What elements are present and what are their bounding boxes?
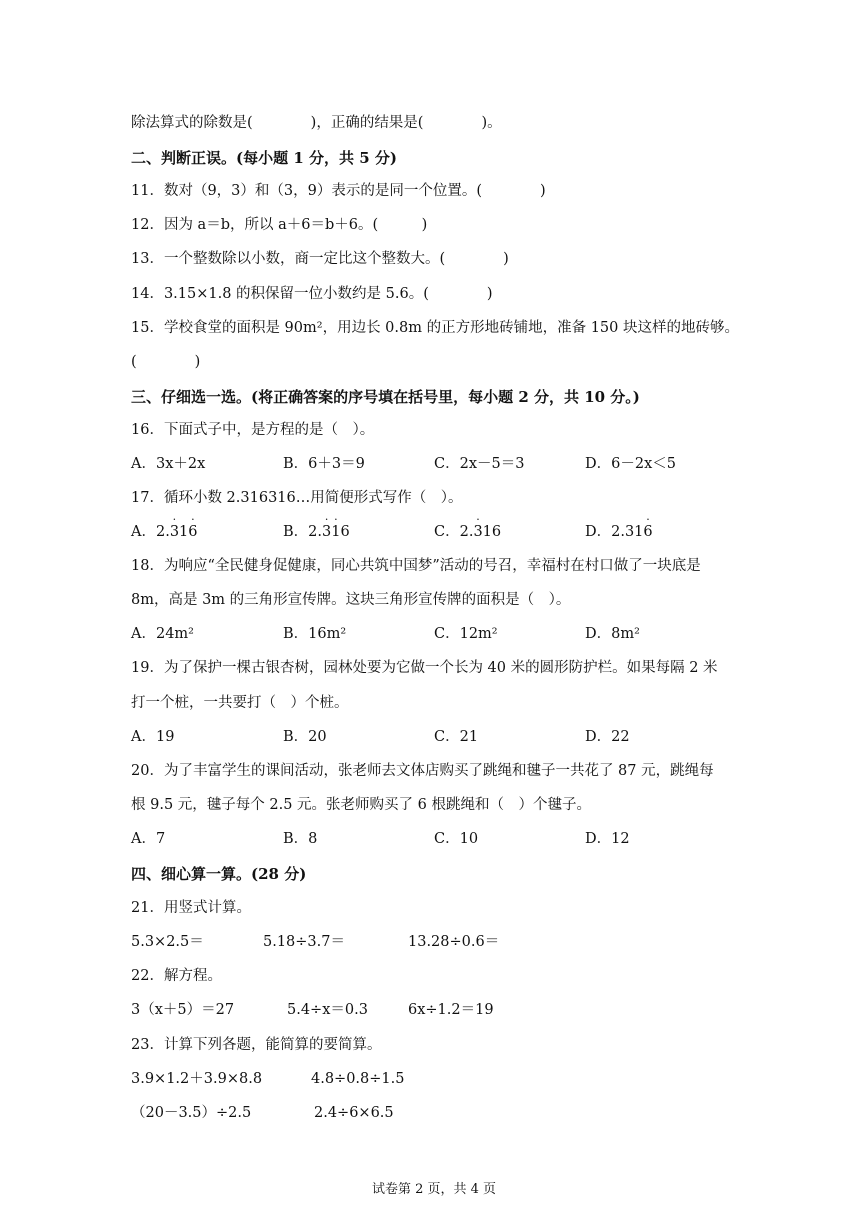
section-4-heading: 四、细心算一算。(28 分) (131, 865, 307, 883)
q16-option-b: B．6＋3＝9 (283, 456, 365, 472)
q19-option-c: C．21 (434, 729, 479, 745)
q17-option-c: C．2.3 · 16 (434, 513, 502, 540)
repeat-dot-icon: · (172, 513, 177, 526)
question-19-line1: 19．为了保护一棵古银杏树，园林处要为它做一个长为 40 米的圆形防护栏。如果每隔 2 米 (131, 660, 718, 676)
q20-option-a: A．7 (131, 831, 166, 847)
q17-option-b: B．2.3 · 1 · 6 (283, 513, 350, 540)
question-15-blank: ( ) (131, 354, 201, 370)
q17-option-a: A．2.3 · 16 · (131, 513, 198, 540)
q17-option-d: D．2.316 · (585, 513, 653, 540)
q18-option-a: A．24m² (131, 626, 194, 642)
section-3-heading: 三、仔细选一选。(将正确答案的序号填在括号里，每小题 2 分，共 10 分。) (131, 388, 640, 406)
question-17: 17．循环小数 2.316316…用简便形式写作（ ）。 (131, 490, 463, 506)
question-22: 22．解方程。 (131, 968, 222, 984)
q23-item-4: 2.4÷6×6.5 (314, 1105, 394, 1121)
q18-option-b: B．16m² (283, 626, 347, 642)
q16-option-c: C．2x－5＝3 (434, 456, 525, 472)
q10-tail-text: 除法算式的除数是( )，正确的结果是( )。 (131, 115, 502, 131)
q20-option-b: B．8 (283, 831, 318, 847)
q19-option-b: B．20 (283, 729, 327, 745)
q18-option-c: C．12m² (434, 626, 498, 642)
q23-item-2: 4.8÷0.8÷1.5 (311, 1071, 405, 1087)
question-23: 23．计算下列各题，能简算的要简算。 (131, 1037, 382, 1053)
question-15: 15．学校食堂的面积是 90m²，用边长 0.8m 的正方形地砖铺地，准备 150 块这样的地砖够。 (131, 320, 739, 336)
repeat-dot-icon: · (334, 513, 338, 526)
question-19-line2: 打一个桩，一共要打（ ）个桩。 (131, 695, 349, 711)
q20-option-d: D．12 (585, 831, 630, 847)
question-13: 13．一个整数除以小数，商一定比这个整数大。( ) (131, 251, 509, 267)
question-20-line1: 20．为了丰富学生的课间活动，张老师去文体店购买了跳绳和毽子一共花了 87 元，跳绳每 (131, 763, 714, 779)
q19-option-a: A．19 (131, 729, 175, 745)
question-18-line1: 18．为响应“全民健身促健康，同心共筑中国梦”活动的号召，幸福村在村口做了一块底是 (131, 558, 701, 574)
repeat-dot-icon: · (324, 513, 329, 526)
q18-option-d: D．8m² (585, 626, 640, 642)
question-11: 11．数对（9，3）和（3，9）表示的是同一个位置。( ) (131, 183, 546, 199)
question-18-line2: 8m，高是 3m 的三角形宣传牌。这块三角形宣传牌的面积是（ ）。 (131, 592, 571, 608)
q22-item-3: 6x÷1.2＝19 (408, 1002, 494, 1018)
repeat-dot-icon: · (191, 513, 195, 526)
page-footer: 试卷第 2 页，共 4 页 (371, 1182, 497, 1197)
q16-option-a: A．3x＋2x (131, 456, 206, 472)
question-21: 21．用竖式计算。 (131, 900, 251, 916)
q20-option-c: C．10 (434, 831, 479, 847)
q21-item-2: 5.18÷3.7＝ (263, 934, 345, 950)
question-12: 12．因为 a＝b，所以 a＋6＝b＋6。( ) (131, 217, 428, 233)
section-2-heading: 二、判断正误。(每小题 1 分，共 5 分) (131, 149, 397, 167)
question-20-line2: 根 9.5 元，毽子每个 2.5 元。张老师购买了 6 根跳绳和（ ）个毽子。 (131, 797, 591, 813)
q23-item-1: 3.9×1.2＋3.9×8.8 (131, 1071, 263, 1087)
q16-option-d: D．6－2x＜5 (585, 456, 676, 472)
q22-item-2: 5.4÷x＝0.3 (287, 1002, 368, 1018)
repeat-dot-icon: · (476, 513, 480, 526)
q22-item-1: 3（x＋5）＝27 (131, 1002, 235, 1018)
q23-item-3: （20－3.5）÷2.5 (131, 1105, 252, 1121)
repeat-dot-icon: · (646, 513, 650, 526)
q21-item-1: 5.3×2.5＝ (131, 934, 204, 950)
question-16: 16．下面式子中，是方程的是（ ）。 (131, 422, 375, 438)
question-14: 14．3.15×1.8 的积保留一位小数约是 5.6。( ) (131, 286, 493, 302)
q19-option-d: D．22 (585, 729, 630, 745)
q21-item-3: 13.28÷0.6＝ (408, 934, 500, 950)
